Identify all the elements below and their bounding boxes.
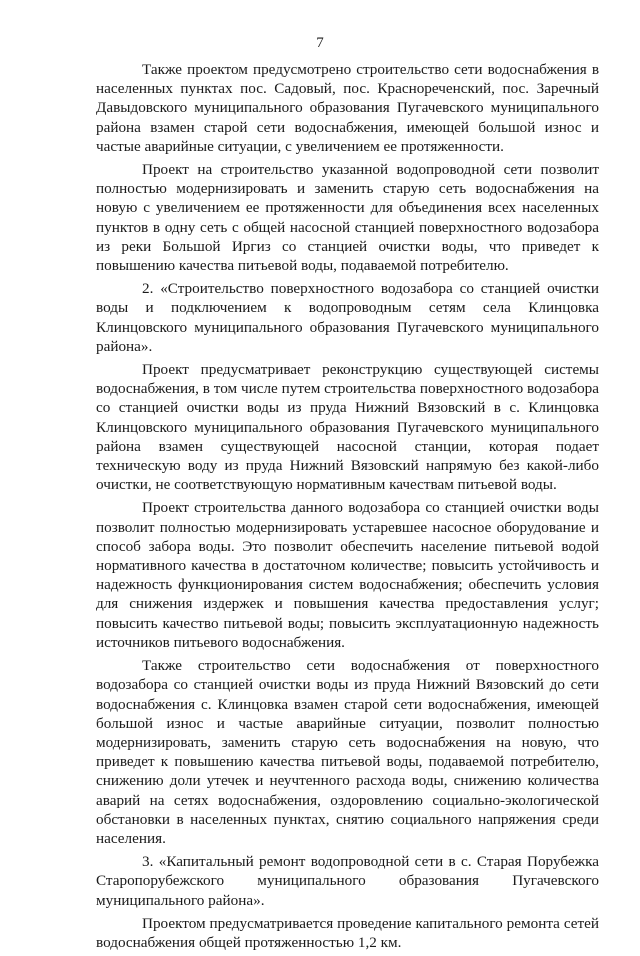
paragraph-6: Также строительство сети водоснабжения от поверхностного водозабора со станцией очистки воды из пруда Нижний Вязовский до сети водоснабжения с. Клинцовка взамен старой сети водоснабжения, имеющей большой износ и частые аварийные ситуации, позволит полностью модернизировать, заменить старую сеть водоснабжения на новую, что приведет к повышению качества питьевой воды, подаваемой потребителю, снижению доли утечек и неучтенного расхода воды, снижению количества аварий на сетях водоснабжения, оздоровлению социально-экологической обстановки в населенных пунктах, снятию социального напряжения среди населения. bbox=[96, 657, 599, 847]
paragraph-7-project-heading: 3. «Капитальный ремонт водопроводной сети в с. Старая Порубежка Старопорубежского муниципального образования Пугачевского муниципального района». bbox=[96, 853, 599, 909]
paragraph-8: Проектом предусматривается проведение капитального ремонта сетей водоснабжения общей протяженностью 1,2 км. bbox=[96, 914, 599, 951]
document-body bbox=[96, 60, 599, 956]
paragraph-4: Проект предусматривает реконструкцию существующей системы водоснабжения, в том числе путем строительства поверхностного водозабора со станцией очистки воды из пруда Нижний Вязовский в с. Клинцовка Клинцовского муниципального образования Пугачевского муниципального района взамен существующей насосной станции, которая подает техническую воду из пруда Нижний Вязовский напрямую без какой-либо очистки, не соответствующую нормативным качествам питьевой воды. bbox=[96, 361, 599, 494]
paragraph-2: Проект на строительство указанной водопроводной сети позволит полностью модернизировать и заменить старую сеть водоснабжения на новую с увеличением ее протяженности для объединения всех населенных пунктов в одну сеть с общей насосной станцией поверхностного водозабора из реки Большой Иргиз со станцией очистки воды, что приведет к повышению качества питьевой воды, подаваемой потребителю. bbox=[96, 161, 599, 275]
paragraph-5: Проект строительства данного водозабора со станцией очистки воды позволит полностью модернизировать устаревшее насосное оборудование и способ забора воды. Это позволит обеспечить население питьевой водой нормативного качества в достаточном количестве; повысить устойчивость и надежность функционирования систем водоснабжения; обеспечить условия для снижения издержек и повышения качества предоставления услуг; повысить качество питьевой воды; повысить эксплуатационную надежность источников питьевого водоснабжения. bbox=[96, 499, 599, 651]
page-number: 7 bbox=[316, 35, 324, 51]
paragraph-3-project-heading: 2. «Строительство поверхностного водозабора со станцией очистки воды и подключением к водопроводным сетям села Клинцовка Клинцовского муниципального образования Пугачевского муниципального района». bbox=[96, 280, 599, 355]
paragraph-1: Также проектом предусмотрено строительство сети водоснабжения в населенных пунктах пос. Садовый, пос. Краснореченский, пос. Заречный Давыдовского муниципального образования Пугачевского муниципального района взамен старой сети водоснабжения, имеющей большой износ и частые аварийные ситуации, с увеличением ее протяженности. bbox=[96, 61, 599, 155]
